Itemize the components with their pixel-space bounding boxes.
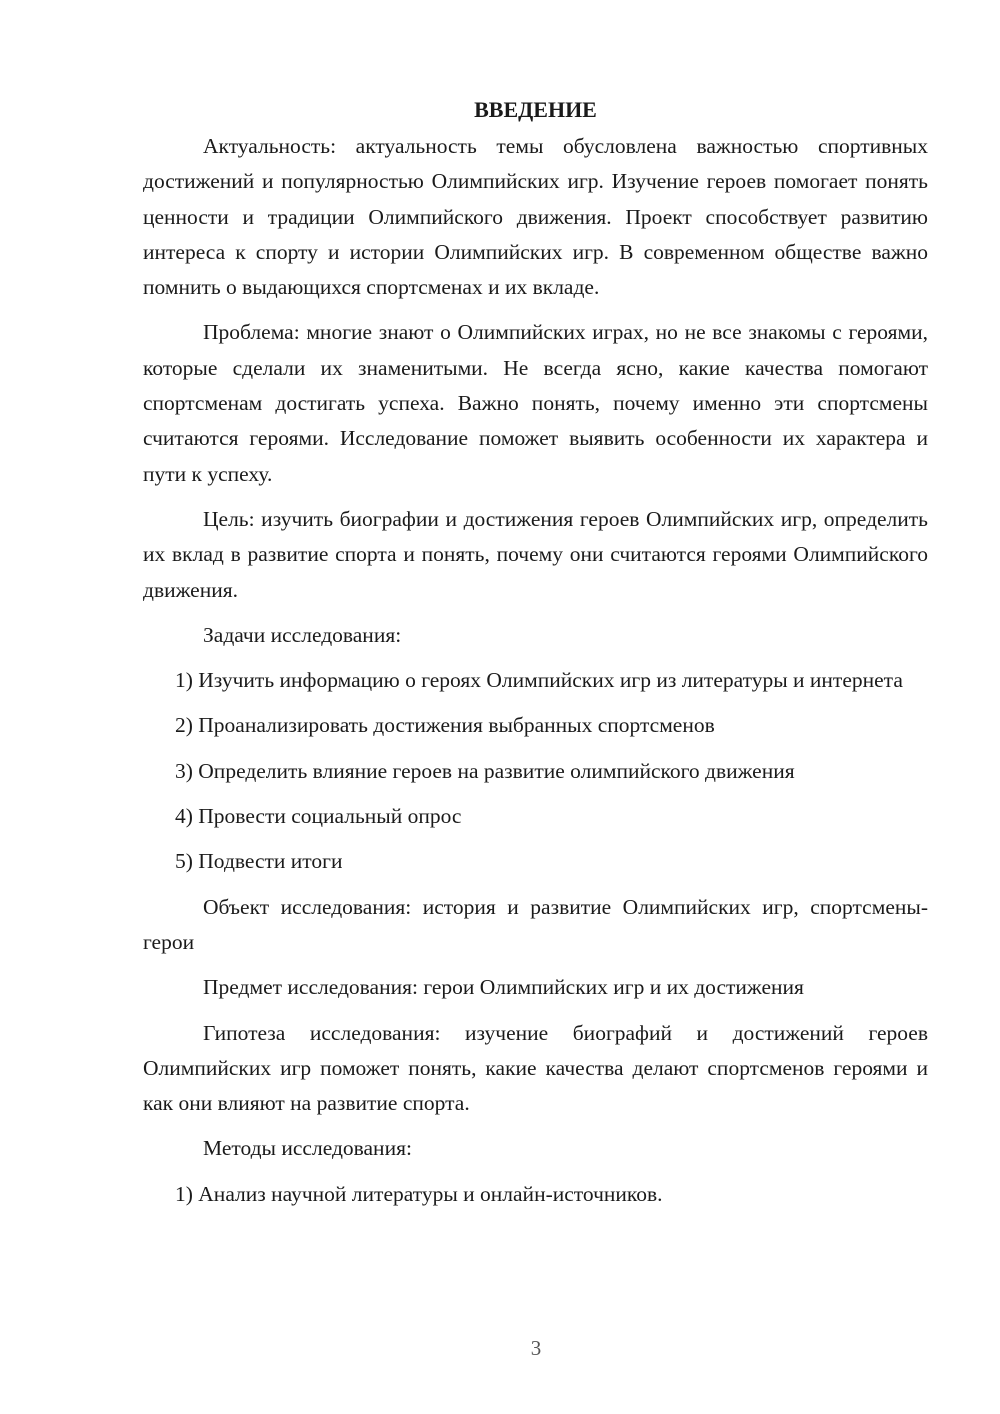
goal-paragraph: Цель: изучить биографии и достижения героев Олимпийских игр, определить их вклад в развитие спорта и понять, почему они считаются героями Олимпийского движения. [143,506,928,602]
object-paragraph: Объект исследования: история и развитие Олимпийских игр, спортсмены-герои [143,894,928,954]
task-item-1: 1) Изучить информацию о героях Олимпийских игр из литературы и интернета [175,668,903,693]
page-number: 3 [530,1336,542,1360]
tasks-heading: Задачи исследования: [203,622,402,647]
relevance-paragraph: Актуальность: актуальность темы обусловлена важностью спортивных достижений и популярностью Олимпийских игр. Изучение героев помогает понять ценности и традиции Олимпийского движения. Проект способствует развитию интереса к спорту и истории Олимпийских игр. В современном обществе важно помнить о выдающихся спортсменах и их вкладе. [143,134,928,300]
document-page [143,95,928,1222]
hypothesis-paragraph: Гипотеза исследования: изучение биографий и достижений героев Олимпийских игр поможет понять, какие качества делают спортсменов героями и как они влияют на развитие спорта. [143,1020,928,1116]
problem-paragraph: Проблема: многие знают о Олимпийских играх, но не все знакомы с героями, которые сделали их знаменитыми. Не всегда ясно, какие качества помогают спортсменам достигать успеха. Важно понять, почему именно эти спортсмены считаются героями. Исследование поможет выявить особенности их характера и пути к успеху. [143,320,928,486]
section-title: ВВЕДЕНИЕ [474,97,597,122]
task-item-2: 2) Проанализировать достижения выбранных спортсменов [175,713,715,738]
task-item-4: 4) Провести социальный опрос [175,804,462,829]
subject-paragraph: Предмет исследования: герои Олимпийских игр и их достижения [203,975,804,1000]
method-item-1: 1) Анализ научной литературы и онлайн-источников. [175,1181,663,1206]
task-item-3: 3) Определить влияние героев на развитие олимпийского движения [175,758,795,783]
task-item-5: 5) Подвести итоги [175,849,343,874]
methods-heading: Методы исследования: [203,1136,412,1161]
